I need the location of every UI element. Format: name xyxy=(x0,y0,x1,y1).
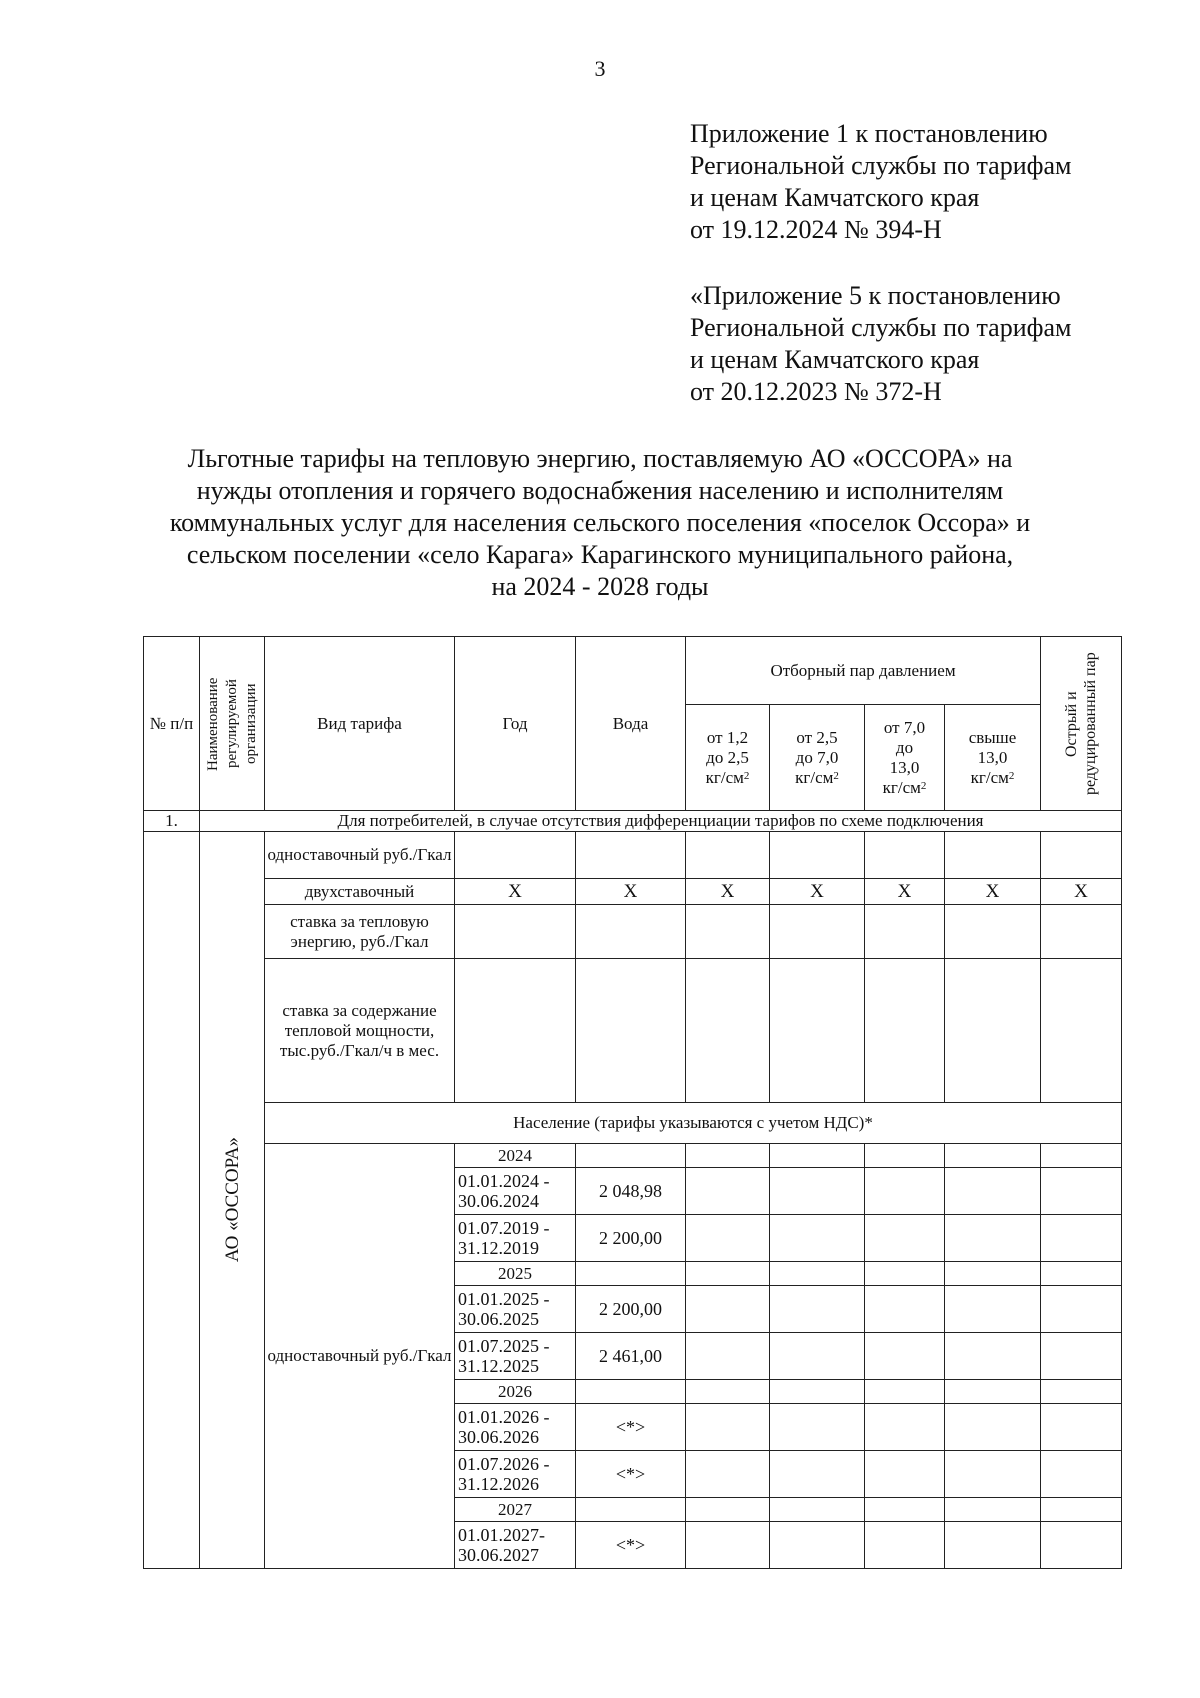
row-single-rate xyxy=(144,832,1122,879)
tariff-table xyxy=(143,636,1122,1569)
title-line: нужды отопления и горячего водоснабжения населению и исполнителям xyxy=(196,476,1004,505)
header-water: Вода xyxy=(576,637,686,811)
section-1-row xyxy=(144,811,1122,832)
row-two-rate xyxy=(144,879,1122,905)
appendix-1-block xyxy=(690,118,1071,246)
population-header-row xyxy=(144,1103,1122,1144)
appendix-5-line: «Приложение 5 к постановлению xyxy=(690,281,1061,310)
title-line: Льготные тарифы на тепловую энергию, поставляемую АО «ОССОРА» на xyxy=(187,444,1013,473)
header-org: Наименование регулируемой организации xyxy=(204,676,259,771)
header-tariff-type: Вид тарифа xyxy=(265,637,455,811)
x-mark: Х xyxy=(455,879,576,905)
year-row xyxy=(144,1144,1122,1168)
period-cell: 01.01.2025 - 30.06.2025 xyxy=(455,1286,576,1333)
title-line: на 2024 - 2028 годы xyxy=(491,572,709,601)
org-name-cell xyxy=(200,832,265,1569)
title-line: сельском поселении «село Карага» Карагинского муниципального района, xyxy=(186,540,1014,569)
year-cell: 2027 xyxy=(455,1498,576,1522)
unit-sup: 2 xyxy=(920,779,927,792)
pressure-3-unit xyxy=(867,778,942,798)
x-mark: Х xyxy=(576,879,686,905)
header-org-cell xyxy=(200,637,265,811)
water-value: 2 461,00 xyxy=(576,1333,686,1380)
period-cell: 01.07.2019 - 31.12.2019 xyxy=(455,1215,576,1262)
pressure-4-line: свыше xyxy=(968,727,1017,747)
header-pressure-3 xyxy=(865,705,945,811)
header-pressure-2 xyxy=(770,705,865,811)
unit-sup: 2 xyxy=(833,769,839,782)
unit-text: кг/см xyxy=(882,777,921,797)
org-name: АО «ОССОРА» xyxy=(221,1137,243,1263)
header-steam-group: Отборный пар давлением xyxy=(686,637,1041,705)
period-cell: 01.07.2026 - 31.12.2026 xyxy=(455,1451,576,1498)
section-1-text: Для потребителей, в случае отсутствия дифференциации тарифов по схеме подключения xyxy=(200,811,1122,832)
header-sharp-cell xyxy=(1041,637,1122,811)
appendix-1-line: и ценам Камчатского края xyxy=(690,183,980,212)
row-heat-rate xyxy=(144,905,1122,959)
row-capacity-rate xyxy=(144,959,1122,1103)
single-rate-label: одноставочный руб./Гкал xyxy=(265,832,455,879)
unit-sup: 2 xyxy=(743,769,750,782)
period-cell: 01.07.2025 - 31.12.2025 xyxy=(455,1333,576,1380)
water-value: <*> xyxy=(576,1522,686,1569)
water-value: 2 200,00 xyxy=(576,1215,686,1262)
unit-text: кг/см xyxy=(705,767,744,787)
header-year: Год xyxy=(455,637,576,811)
pressure-1-unit xyxy=(688,768,767,788)
period-cell: 01.01.2026 - 30.06.2026 xyxy=(455,1404,576,1451)
unit-text: кг/см xyxy=(795,767,834,787)
population-header: Население (тарифы указываются с учетом НДС)* xyxy=(265,1103,1122,1144)
water-value: <*> xyxy=(576,1451,686,1498)
title-line: коммунальных услуг для населения сельского поселения «поселок Оссора» и xyxy=(169,508,1031,537)
two-rate-label: двухставочный xyxy=(265,879,455,905)
pressure-2-line: до 7,0 xyxy=(795,747,839,767)
pop-tariff-type: одноставочный руб./Гкал xyxy=(265,1144,455,1569)
pressure-2-line: от 2,5 xyxy=(796,727,838,747)
header-sharp: Острый и редуцированный пар xyxy=(1063,652,1100,795)
unit-text: кг/см xyxy=(970,767,1009,787)
pressure-1-line: от 1,2 xyxy=(706,727,749,747)
x-mark: Х xyxy=(865,879,945,905)
num-empty xyxy=(144,832,200,1569)
x-mark: Х xyxy=(1041,879,1122,905)
x-mark: Х xyxy=(686,879,770,905)
appendix-5-line: Региональной службы по тарифам xyxy=(690,313,1072,342)
heat-rate-label: ставка за тепловую энергию, руб./Гкал xyxy=(265,905,455,959)
appendix-5-line: от 20.12.2023 № 372-Н xyxy=(690,377,942,406)
year-cell: 2025 xyxy=(455,1262,576,1286)
water-value: 2 048,98 xyxy=(576,1168,686,1215)
appendix-1-line: Региональной службы по тарифам xyxy=(690,151,1072,180)
pressure-3-line: от 7,0 xyxy=(883,717,926,737)
header-pressure-4 xyxy=(945,705,1041,811)
pressure-4-line: 13,0 xyxy=(977,747,1008,767)
period-cell: 01.01.2024 - 30.06.2024 xyxy=(455,1168,576,1215)
pressure-3-line: 13,0 xyxy=(889,757,920,777)
water-value: 2 200,00 xyxy=(576,1286,686,1333)
page-number: 3 xyxy=(594,56,606,81)
header-row-1 xyxy=(144,637,1122,705)
section-1-num: 1. xyxy=(144,811,200,832)
water-value: <*> xyxy=(576,1404,686,1451)
x-mark: Х xyxy=(945,879,1041,905)
year-cell: 2024 xyxy=(455,1144,576,1168)
appendix-1-line: Приложение 1 к постановлению xyxy=(690,119,1048,148)
header-num: № п/п xyxy=(144,637,200,811)
pressure-2-unit xyxy=(772,768,862,788)
unit-sup: 2 xyxy=(1008,769,1015,782)
year-cell: 2026 xyxy=(455,1380,576,1404)
capacity-rate-label: ставка за содержание тепловой мощности, тыс.руб./Гкал/ч в мес. xyxy=(265,959,455,1103)
pressure-1-line: до 2,5 xyxy=(706,747,749,767)
period-cell: 01.01.2027- 30.06.2027 xyxy=(455,1522,576,1569)
pressure-4-unit xyxy=(947,768,1038,788)
pressure-3-line: до xyxy=(895,737,914,757)
appendix-5-line: и ценам Камчатского края xyxy=(690,345,980,374)
appendix-1-line: от 19.12.2024 № 394-Н xyxy=(690,215,942,244)
appendix-5-block xyxy=(690,280,1071,408)
document-title xyxy=(120,443,1080,603)
x-mark: Х xyxy=(770,879,865,905)
header-pressure-1 xyxy=(686,705,770,811)
